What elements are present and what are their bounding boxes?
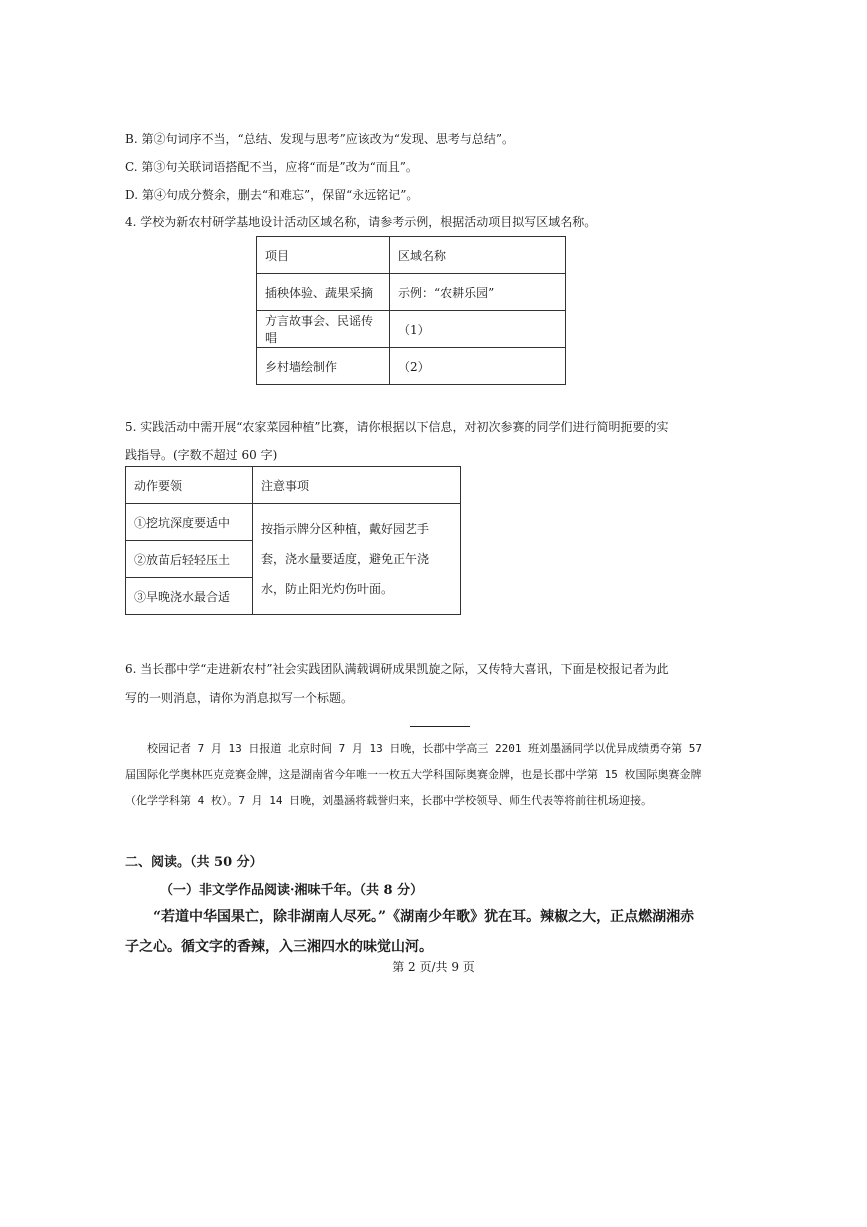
page-footer: 第 2 页/共 9 页 bbox=[392, 960, 475, 974]
title-blank-line bbox=[410, 726, 470, 727]
planting-guide-table bbox=[125, 466, 461, 615]
section-heading: 二、阅读。（共 50 分） bbox=[125, 855, 263, 870]
table-cell: ①挖坑深度要适中 bbox=[126, 504, 253, 541]
question-4: 4. 学校为新农村研学基地设计活动区域名称，请参考示例，根据活动项目拟写区域名称。 bbox=[125, 215, 597, 229]
table-cell: 方言故事会、民谣传唱 bbox=[257, 311, 390, 348]
table-cell: ②放苗后轻轻压土 bbox=[126, 541, 253, 578]
table-cell: 乡村墙绘制作 bbox=[257, 348, 390, 385]
table-row bbox=[257, 237, 566, 274]
table-header: 区域名称 bbox=[390, 237, 566, 274]
question-5-line2: 践指导。(字数不超过 60 字) bbox=[125, 448, 278, 462]
table-cell: （2） bbox=[390, 348, 566, 385]
table-header: 动作要领 bbox=[126, 467, 253, 504]
option-b: B. 第②句词序不当，“总结、发现与思考”应该改为“发现、思考与总结”。 bbox=[125, 132, 514, 146]
question-6-line1: 6. 当长郡中学“走进新农村”社会实践团队满载调研成果凯旋之际，又传特大喜讯，下面是校报记者为此 bbox=[125, 662, 669, 676]
table-cell: ③早晚浇水最合适 bbox=[126, 578, 253, 615]
question-5-line1: 5. 实践活动中需开展“农家菜园种植”比赛，请你根据以下信息，对初次参赛的同学们进行简明扼要的实 bbox=[125, 420, 669, 434]
table-cell-notes: 按指示牌分区种植，戴好园艺手套，浇水量要适度，避免正午浇水，防止阳光灼伤叶面。 bbox=[253, 504, 461, 615]
table-cell: 插秧体验、蔬果采摘 bbox=[257, 274, 390, 311]
table-row bbox=[126, 504, 461, 541]
table-header: 项目 bbox=[257, 237, 390, 274]
table-row bbox=[257, 274, 566, 311]
question-6-line2: 写的一则消息，请你为消息拟写一个标题。 bbox=[125, 691, 354, 705]
option-c: C. 第③句关联词语搭配不当，应将“而是”改为“而且”。 bbox=[125, 160, 418, 174]
news-text: 校园记者 7 月 13 日报道 北京时间 7 月 13 日晚，长郡中学高三 2201 班刘墨涵同学以优异成绩勇夺第 57 届国际化学奥林匹克竞赛金牌，这是湖南省今年唯一一枚五大学科国际奥赛金牌，也是长郡中学第 15 枚国际奥赛金牌（化学学科第 4 枚）。7 月 14 日晚，刘墨涵将载誉归来，长郡中学校领导、师生代表等将前往机场迎接。 bbox=[125, 742, 702, 807]
news-article bbox=[125, 736, 703, 814]
reading-paragraph: “若道中华国果亡，除非湖南人尽死。”《湖南少年歌》犹在耳。辣椒之大，正点燃湖湘赤子之心。循文字的香辣，入三湘四水的味觉山河。 bbox=[125, 909, 695, 955]
subsection-heading: （一）非文学作品阅读·湘味千年。（共 8 分） bbox=[160, 883, 424, 898]
table-cell: （1） bbox=[390, 311, 566, 348]
area-name-table bbox=[256, 236, 566, 385]
option-d: D. 第④句成分赘余，删去“和难忘”，保留“永远铭记”。 bbox=[125, 188, 419, 202]
table-header: 注意事项 bbox=[253, 467, 461, 504]
table-cell: 示例：“农耕乐园” bbox=[390, 274, 566, 311]
table-row bbox=[257, 348, 566, 385]
table-row bbox=[126, 467, 461, 504]
table-row bbox=[257, 311, 566, 348]
